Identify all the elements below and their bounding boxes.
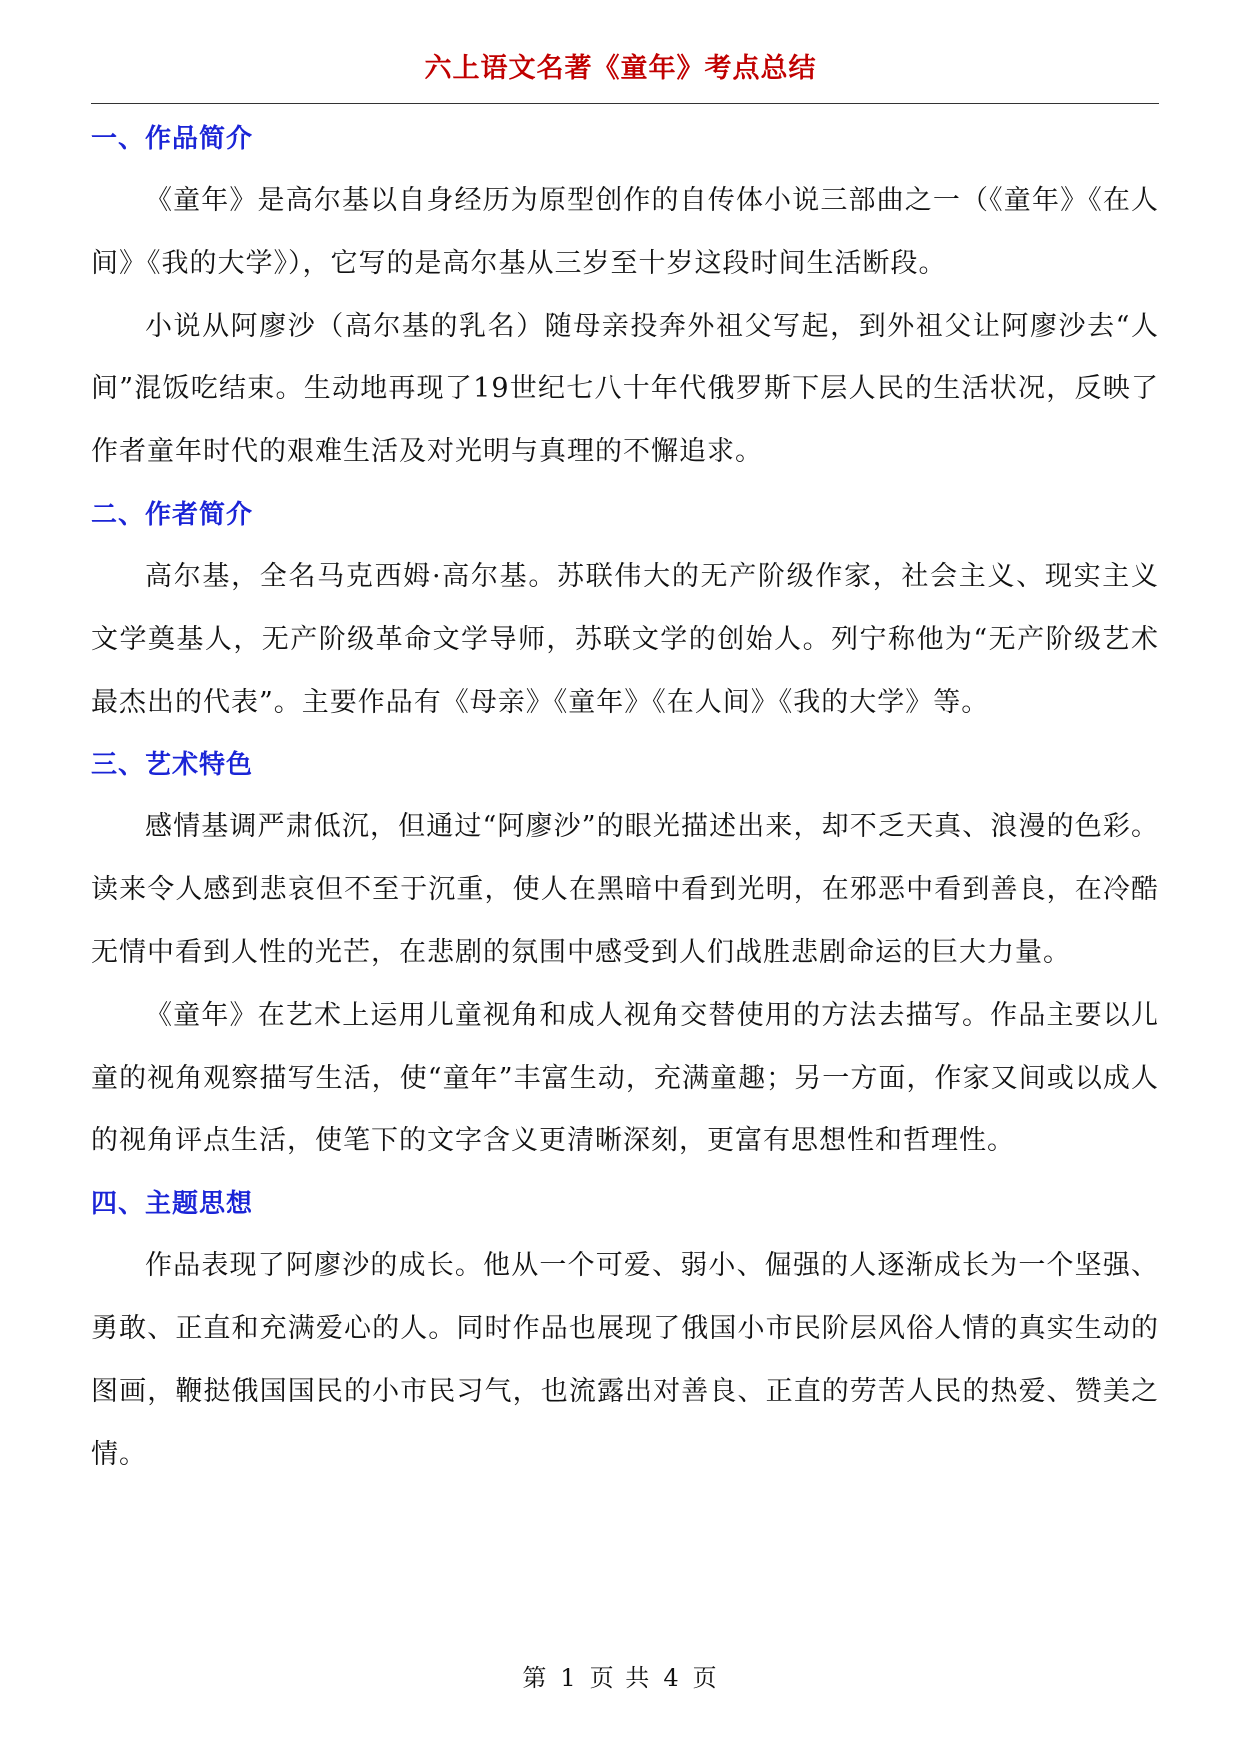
paragraph: 作品表现了阿廖沙的成长。他从一个可爱、弱小、倔强的人逐渐成长为一个坚强、勇敢、正直和充满爱心的人。同时作品也展现了俄国小市民阶层风俗人情的真实生动的图画，鞭挞俄国国民的小市民习气，也流露出对善良、正直的劳苦人民的热爱、赞美之情。 [91,1250,1159,1470]
footer-page-number: 1 [560,1664,578,1692]
footer-page-total: 4 [663,1664,681,1692]
document-body [91,108,1159,1486]
section-theme [91,1173,1159,1486]
paragraph: 《童年》是高尔基以自身经历为原型创作的自传体小说三部曲之一（《童年》《在人间》《我的大学》），它写的是高尔基从三岁至十岁这段时间生活断段。 [91,185,1159,279]
paragraph: 感情基调严肃低沉，但通过“阿廖沙”的眼光描述出来，却不乏天真、浪漫的色彩。读来令人感到悲哀但不至于沉重，使人在黑暗中看到光明，在邪恶中看到善良，在冷酷无情中看到人性的光芒，在悲剧的氛围中感受到人们战胜悲剧命运的巨大力量。 [91,811,1159,968]
section-heading: 二、作者简介 [91,499,254,530]
section-heading: 一、作品简介 [91,124,254,154]
section-work-intro [91,108,1159,484]
title-divider [91,103,1159,104]
footer-suffix: 页 [692,1664,719,1692]
section-heading: 四、主题思想 [91,1189,254,1220]
section-author-intro [91,484,1159,734]
footer-prefix: 第 [522,1664,549,1692]
page-title: 六上语文名著《童年》考点总结 [424,53,817,84]
paragraph: 高尔基，全名马克西姆·高尔基。苏联伟大的无产阶级作家，社会主义、现实主义文学奠基人，无产阶级革命文学导师，苏联文学的创始人。列宁称他为“无产阶级艺术最杰出的代表”。主要作品有《母亲》《童年》《在人间》《我的大学》等。 [91,560,1159,718]
page-footer [0,1658,1241,1693]
section-artistic-features [91,734,1159,1173]
footer-middle: 页 共 [589,1664,652,1692]
paragraph: 小说从阿廖沙（高尔基的乳名）随母亲投奔外祖父写起，到外祖父让阿廖沙去“人间”混饭吃结束。生动地再现了19世纪七八十年代俄罗斯下层人民的生活状况，反映了作者童年时代的艰难生活及对光明与真理的不懈追求。 [91,310,1159,468]
section-heading: 三、艺术特色 [91,750,254,781]
paragraph: 《童年》在艺术上运用儿童视角和成人视角交替使用的方法去描写。作品主要以儿童的视角观察描写生活，使“童年”丰富生动，充满童趣；另一方面，作家又间或以成人的视角评点生活，使笔下的文字含义更清晰深刻，更富有思想性和哲理性。 [91,999,1159,1157]
